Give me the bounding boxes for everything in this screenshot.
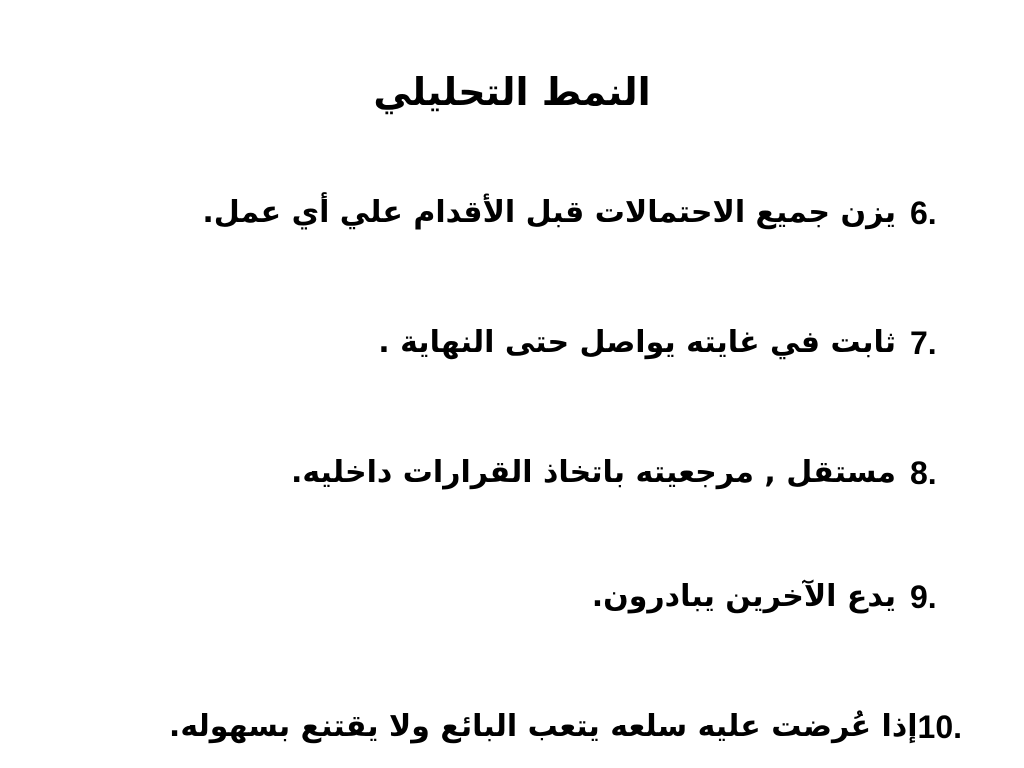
slide-title: النمط التحليلي — [373, 70, 651, 114]
item-number: 8. — [910, 455, 937, 491]
list-item — [60, 318, 962, 368]
item-text: إذا عُرضت عليه سلعه يتعب البائع ولا يقتنع بسهوله. — [168, 709, 918, 744]
item-number: 6. — [910, 195, 937, 231]
item-text: ثابت في غايته يواصل حتى النهاية . — [378, 325, 896, 360]
item-text: يدع الآخرين يبادرون. — [591, 579, 896, 614]
list-item — [60, 702, 962, 752]
item-number: 10. — [917, 709, 962, 745]
list-item — [60, 448, 962, 498]
item-text: مستقل , مرجعيته باتخاذ القرارات داخليه. — [290, 455, 896, 490]
item-number: 9. — [910, 579, 937, 615]
item-number: 7. — [910, 325, 937, 361]
item-text: يزن جميع الاحتمالات قبل الأقدام علي أي عمل. — [202, 195, 896, 230]
list-item — [60, 188, 962, 238]
list-item — [60, 572, 962, 622]
